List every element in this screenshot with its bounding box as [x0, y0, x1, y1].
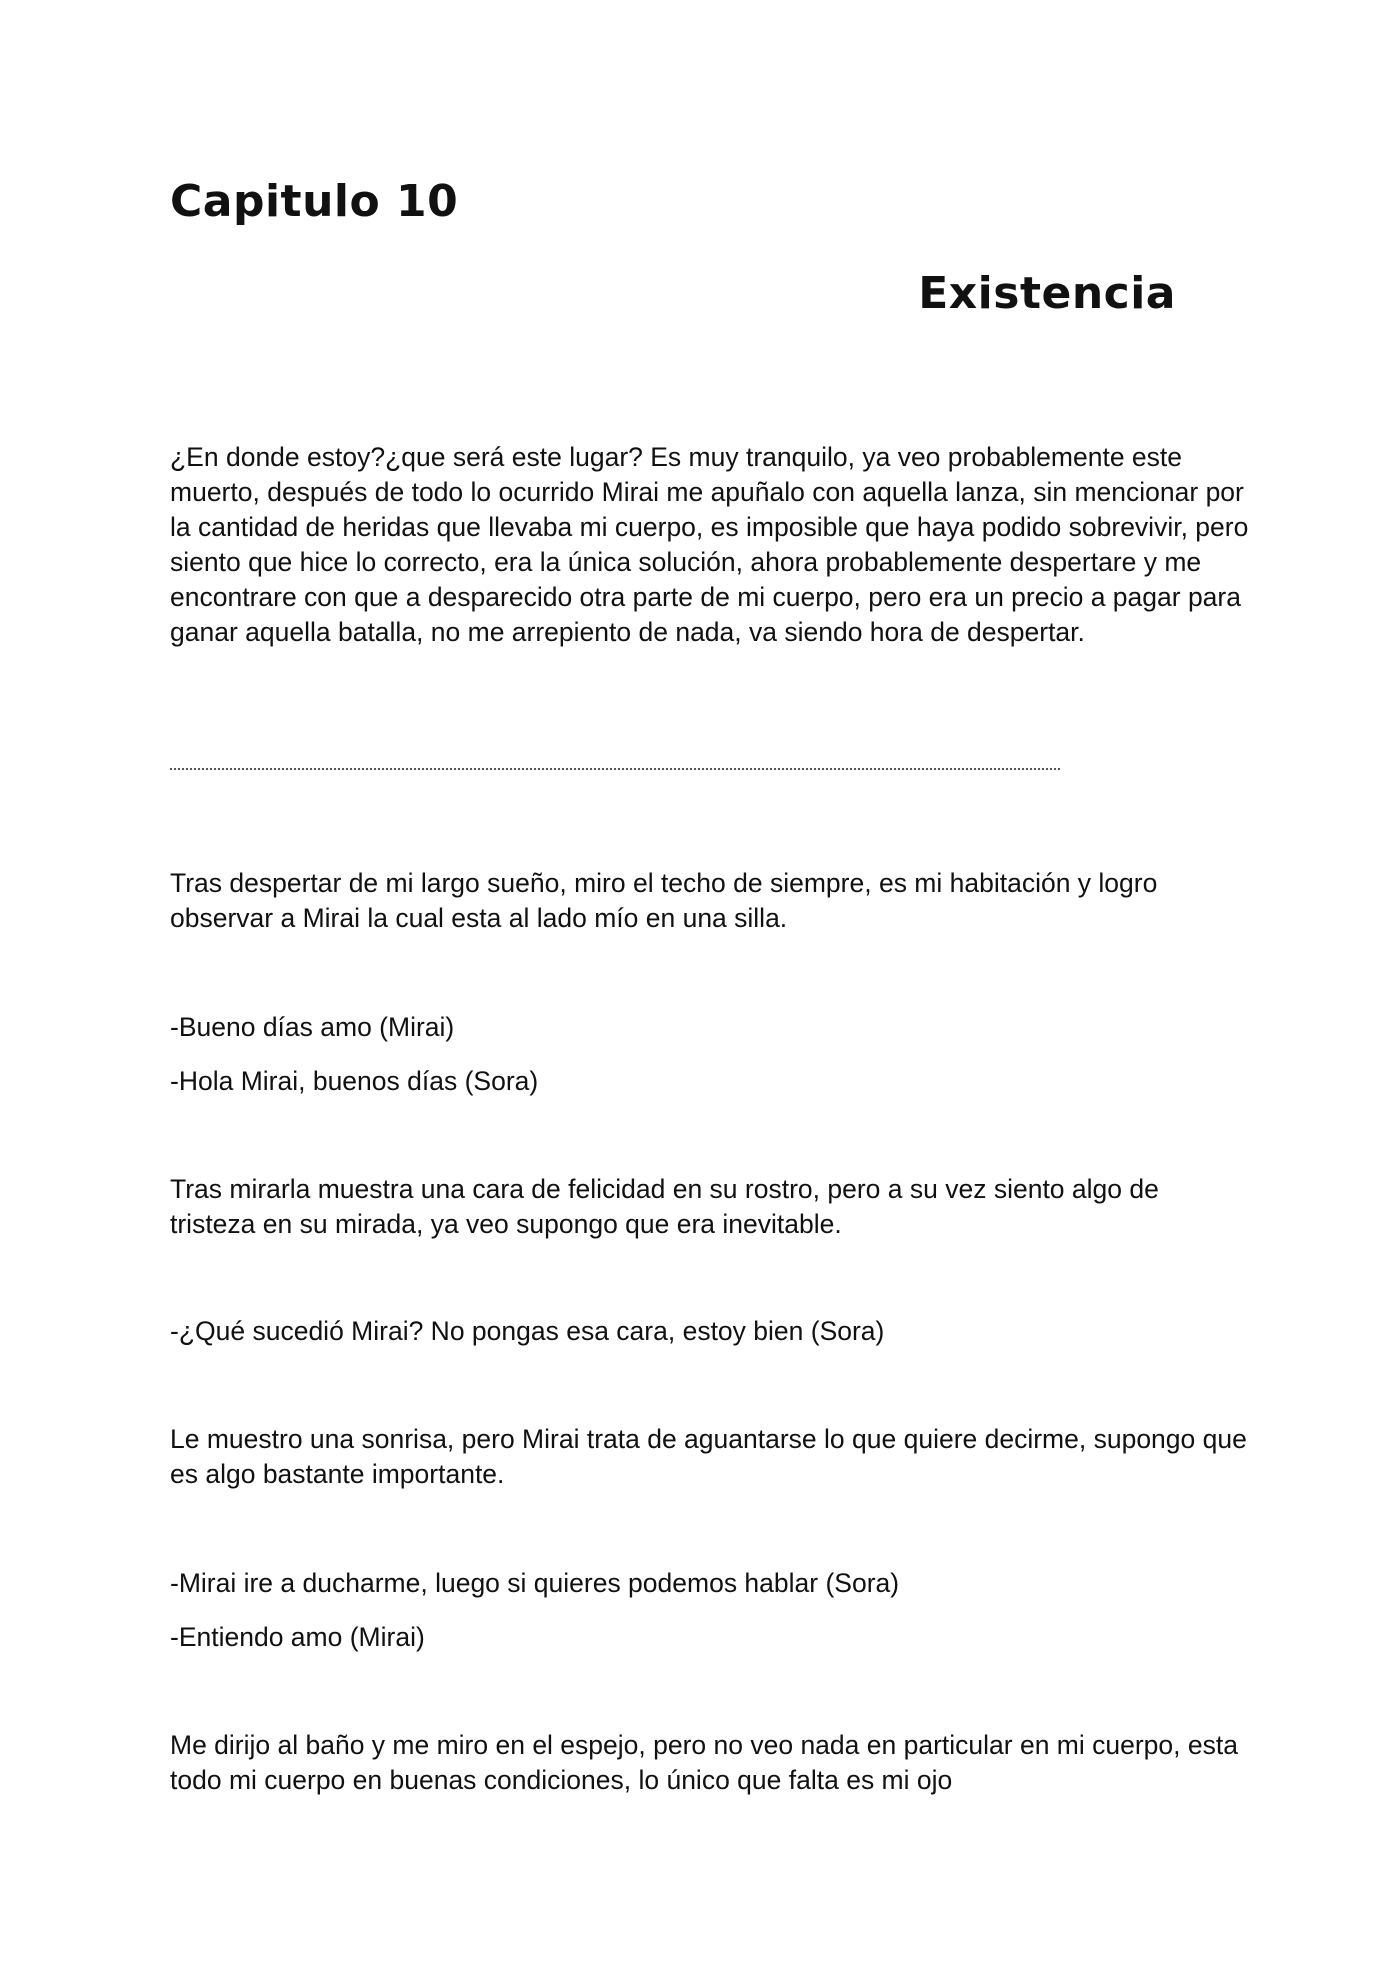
dialogue-line: -Entiendo amo (Mirai)	[170, 1622, 425, 1652]
chapter-subtitle: Existencia	[918, 268, 1176, 319]
dialogue-line: -Mirai ire a ducharme, luego si quieres podemos hablar (Sora)	[170, 1568, 900, 1598]
paragraph-opening-monologue: ¿En donde estoy?¿que será este lugar? Es muy tranquilo, ya veo probablemente este muerto, después de todo lo ocurrido Mirai me apuñalo con aquella lanza, sin mencionar por la cantidad de heridas que llevaba mi cuerpo, es imposible que haya podido sobrevivir, pero siento que hice lo correcto, era la única solución, ahora probablemente despertare y me encontrare con que a desparecido otra parte de mi cuerpo, pero era un precio a pagar para ganar aquella batalla, no me arrepiento de nada, va siendo hora de despertar.	[170, 442, 1249, 647]
paragraph-awakening: Tras despertar de mi largo sueño, miro el techo de siempre, es mi habitación y logro observar a Mirai la cual esta al lado mío en una silla.	[170, 868, 1158, 933]
paragraph-smile: Le muestro una sonrisa, pero Mirai trata de aguantarse lo que quiere decirme, supongo que es algo bastante importante.	[170, 1424, 1247, 1489]
paragraph-mirror: Me dirijo al baño y me miro en el espejo, pero no veo nada en particular en mi cuerpo, esta todo mi cuerpo en buenas condiciones, lo único que falta es mi ojo	[170, 1730, 1238, 1795]
paragraph-expression: Tras mirarla muestra una cara de felicidad en su rostro, pero a su vez siento algo de tristeza en su mirada, ya veo supongo que era inevitable.	[170, 1174, 1159, 1239]
dialogue-line: -¿Qué sucedió Mirai? No pongas esa cara, estoy bien (Sora)	[170, 1316, 885, 1346]
dialogue-line: -Bueno días amo (Mirai)	[170, 1012, 455, 1042]
chapter-title: Capitulo 10	[170, 176, 459, 227]
scene-separator	[170, 768, 1060, 770]
dialogue-line: -Hola Mirai, buenos días (Sora)	[170, 1066, 539, 1096]
